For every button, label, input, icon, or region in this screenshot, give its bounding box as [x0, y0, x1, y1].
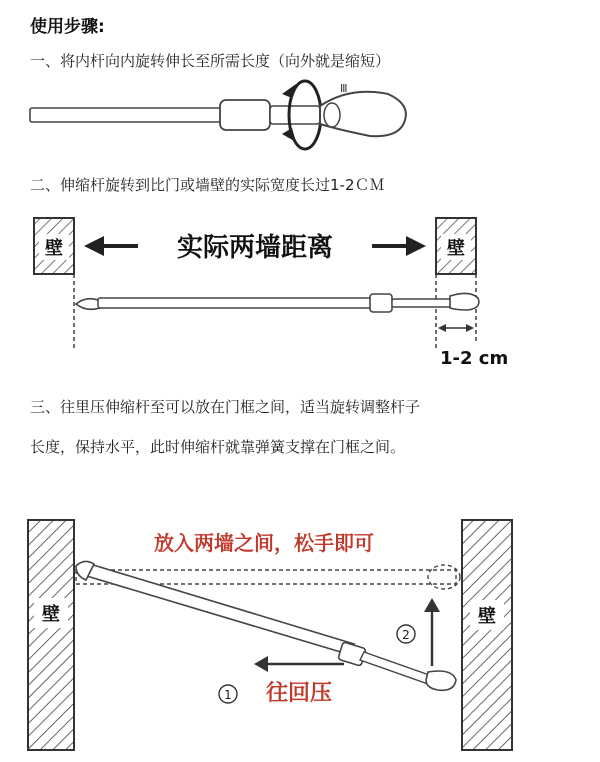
step-2-text: 二、伸缩杆旋转到比门或墙壁的实际宽度长过1-2ＣＭ	[30, 176, 385, 194]
rod-end-left	[76, 299, 100, 310]
overlap-label: 1-2 cm	[440, 348, 509, 369]
rotate-arrow-icon	[282, 128, 296, 142]
arrow-right-icon	[466, 324, 474, 332]
rod-sleeve	[370, 294, 392, 312]
press-back-label: 往回压	[266, 681, 333, 706]
target-rod-end	[428, 565, 460, 589]
arrow-right-icon	[406, 236, 426, 256]
rod-inner	[392, 299, 452, 307]
arrow-up-icon	[424, 598, 440, 612]
tilted-rod	[76, 561, 456, 690]
arrow-left-icon	[438, 324, 446, 332]
wall-left-label: 壁	[45, 238, 63, 259]
step-1-text: 一、将内杆向内旋转伸长至所需长度（向外就是缩短）	[30, 52, 391, 70]
knob-label: Ⅲ	[340, 82, 348, 95]
figure-install	[14, 508, 524, 756]
wall-right-label: 壁	[447, 238, 465, 259]
wall-right-label: 壁	[478, 606, 496, 627]
page-title: 使用步骤:	[30, 17, 105, 37]
arrow-left-icon	[84, 236, 104, 256]
knob-neck	[324, 103, 340, 127]
distance-label: 实际两墙距离	[176, 233, 334, 263]
inner-rod	[30, 108, 230, 122]
step-3-text-line2: 长度，保持水平，此时伸缩杆就靠弹簧支撑在门框之间。	[30, 438, 406, 456]
figure-rotate-rod	[20, 76, 420, 156]
install-caption: 放入两墙之间，松手即可	[154, 531, 374, 555]
wall-left	[28, 520, 74, 750]
rotate-arrow-icon	[282, 84, 296, 98]
rod-end-right	[450, 293, 479, 310]
svg-text:1: 1	[224, 688, 232, 702]
rod-outer	[98, 298, 378, 308]
wall-right	[462, 520, 512, 750]
rod-sleeve	[220, 100, 270, 130]
step-3-text-line1: 三、往里压伸缩杆至可以放在门框之间，适当旋转调整杆子	[30, 398, 421, 416]
figure-wall-distance	[20, 204, 520, 378]
outer-rod	[270, 106, 320, 124]
arrow-left-icon	[254, 656, 268, 672]
wall-left-label: 壁	[42, 604, 60, 625]
svg-text:2: 2	[402, 628, 410, 642]
